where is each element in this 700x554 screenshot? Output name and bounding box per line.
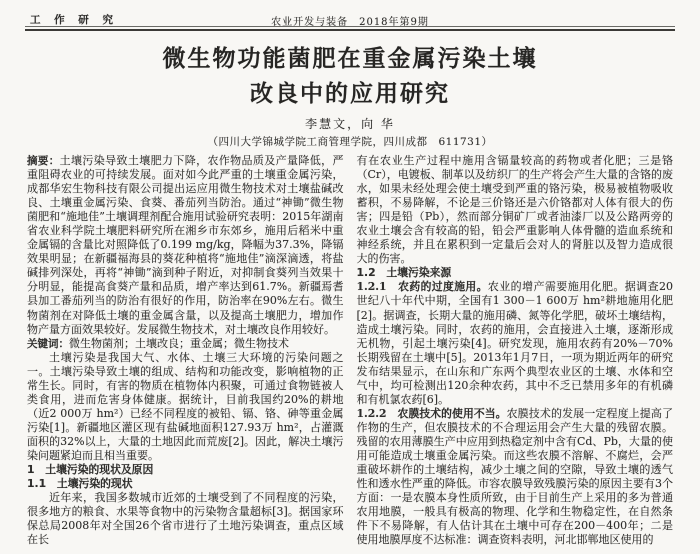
intro-paragraph: 土壤污染是我国大气、水体、土壤三大环境的污染问题之一。土壤污染导致土壤的组成、结构和功能改变，影响植物的正常生长。同时，有害的物质在植物体内积聚，可通过食物链被人类食用，进而危害身体健康。据统计，目前我国约20%的耕地（近2 000万 hm²）已经不同程度的被铅、镉、铬、砷等重金属污染[1]。新疆地区灌区现有盐碱地面积127.93万 hm²，占灌溉面积的32%以上，大量的土地因此而荒废[2]。因此，解决土壤污染问题紧迫而且相当重要。: [27, 350, 344, 462]
section-heading-1: 1 土壤污染的现状及原因: [27, 463, 154, 477]
section-heading-1-1: 1.1 土壤污染的现状: [27, 477, 133, 491]
affiliation: （四川大学锦城学院工商管理学院，四川成都 611731）: [207, 136, 493, 148]
paper-title-line1: 微生物功能菌肥在重金属污染土壤: [162, 46, 538, 72]
page-header: [28, 10, 672, 26]
section-heading-1-2: 1.2 土壤污染来源: [356, 266, 452, 280]
left-column: [27, 154, 344, 547]
header-rule-thick: [25, 29, 675, 31]
header-journal-issue: 农业开发与装备 2018年第9期: [271, 17, 429, 28]
runin-heading-1-2-1: 1.2.1 农药的过度施用。: [356, 280, 488, 294]
paragraph-1-2-1-text: 农业的增产需要施用化肥。据调查20世纪八十年代中期，全国有1 300－1 600万 hm²耕地施用化肥[2]。据调查，长期大量的施用磷、氮等化学肥，破坏土壤结构，造成土壤污染。同时，农药的施用，会直接进入土壤，逐渐形成无机物，引起土壤污染[4]。研究发现，施用农药有20%－70%长期残留在土壤中[5]。2013年1月7日，一项为期近两年的研究发布结果显示，在山东和广东两个典型农业区的土壤、水体和空气中，均可检测出120余种农药，其中不乏已禁用多年的有机磷和有机氯农药[6]。: [356, 280, 673, 406]
abstract-text: 土壤污染导致土壤肥力下降，农作物品质及产量降低，严重阻碍农业的可持续发展。面对如今此严重的土壤重金属污染，成都华宏生物科技有限公司提出运应用微生物技术对土壤盐碱改良、土壤重金属污染、食葵、番茄列当防治。通过“神锄”微生物菌肥和“施地佳”土壤调理剂配合施用试验研究表明：2015年湖南省农业科学院土壤肥料研究所在湘乡市东郊乡，施用后稻米中重金属镉的含量比对照降低了0.199 mg/kg，降幅为37.3%，降镉效果明显；在新疆福海县的葵花种植将“施地佳”滴深滴透，将盐碱排列深处，再将“神锄”滴到种子附近，对抑制食葵列当效果十分明显，能提高食葵产量和品质，增产率达到61.7%。新疆焉耆县加工番茄列当的防治有很好的作用，防治率在90%左右。微生物菌剂在对降低土壤的重金属含量，以及提高土壤肥力，增加作物产量方面效果较好。发展微生物技术，对土壤改良作用较好。: [27, 154, 344, 336]
keywords: [27, 337, 344, 351]
authors: 李慧文，向 华: [305, 117, 395, 131]
runin-heading-1-2-2: 1.2.2 农膜技术的使用不当。: [356, 406, 507, 420]
abstract-label: 摘要：: [27, 155, 60, 167]
paper-title-line2: 改良中的应用研究: [250, 81, 450, 107]
continuation-paragraph: 有在农业生产过程中施用含镉量较高的药物或者化肥；三是铬（Cr），电镀板、制革以及纺织厂的生产将会产生大量的含铬的废水，如果未经处理会使土壤受到严重的铬污染，极易被植物吸收蓄积，不易降解，不论是三价铬还是六价铬都对人体有很大的伤害；四是铅（Pb），然而部分铜矿厂或者油漆厂以及公路两旁的农业土壤会含有较高的铅，铅会严重影响人体骨髓的造血系统和神经系统，并且在累积到一定量后会对人的肾脏以及智力造成很大的伤害。: [356, 154, 673, 266]
header-rule-thin: [25, 26, 675, 27]
keywords-label: 关键词：: [27, 337, 69, 350]
paragraph-1-2-1: [357, 280, 674, 406]
paper-title: [0, 42, 700, 112]
keywords-text: 微生物菌剂；土壤改良；重金属；微生物技术: [69, 336, 289, 350]
right-column: [357, 154, 674, 547]
paragraph-1-2-2: [357, 407, 674, 547]
body-columns: [27, 154, 673, 547]
header-column-label: 工 作 研 究: [30, 14, 118, 26]
paragraph-1-1: 近年来，我国多数城市近郊的土壤受到了不同程度的污染，很多地方的粮食、水果等食物中的污染物含量超标[3]。据国家环保总局2008年对全国26个省市进行了土地污染调查，重点区域在长: [27, 491, 344, 547]
paragraph-1-2-2-text: 农膜技术的发展一定程度上提高了作物的生产，但农膜技术的不合理运用会产生大量的残留农膜。残留的农用薄膜生产中应用到热稳定剂中含有Cd、Pb，大量的使用可能造成土壤重金属污染。而这些农膜不溶解、不腐烂，会严重破坏耕作的土壤结构，减少土壤之间的空隙，导致土壤的透气性和透水性严重的降低。市容农膜导致残膜污染的原因主要有3个方面：一是农膜本身性质所致，由于目前生产上采用的多为普通农用地膜，一般具有极高的物理、化学和生物稳定性，在自然条件下不易降解，有人估计其在土壤中可存在200－400年；二是使用地膜厚度不达标准：调查资料表明，河北邯郸地区使用的: [356, 406, 674, 547]
abstract: [27, 154, 344, 337]
